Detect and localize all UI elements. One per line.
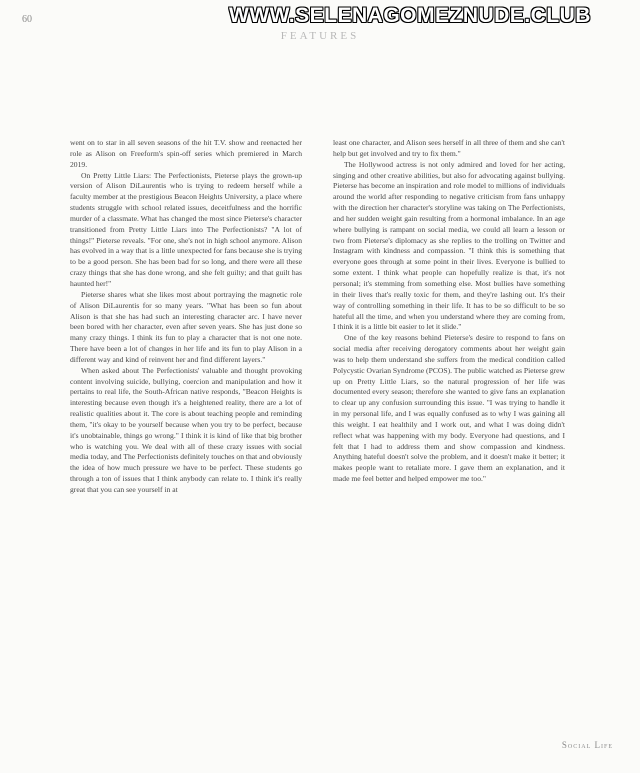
page-footer: Social Life bbox=[561, 740, 613, 750]
paragraph: One of the key reasons behind Pieterse's desire to respond to fans on social media after receiving derogatory comments about her weight gain was to help them understand she suffers from the medical condition called Polycystic Ovarian Syndrome (PCOS). The public watched as Pieterse grew up on Pretty Little Liars, so the natural progression of her life was documented every season; therefore she wanted to give fans an explanation to clear up any confusion surrounding this issue. "I was trying to handle it in my personal life, and I was equally confused as to why I was gaining all this weight. I eat healthily and I work out, and what I was doing didn't reflect what was happening with my body. Everyone had questions, and I felt that I had to address them and show compassion and kindness. Anything hateful doesn't solve the problem, and it doesn't make it better; it makes people want to retaliate more. I gave them an explanation, and it made me feel better and helped empower me too." bbox=[333, 333, 565, 484]
paragraph: least one character, and Alison sees herself in all three of them and she can't help but get involved and try to fix them." bbox=[333, 138, 565, 158]
paragraph: went on to star in all seven seasons of the hit T.V. show and reenacted her role as Alison on Freeform's spin-off series which premiered in March 2019. bbox=[70, 138, 302, 169]
watermark-text: WWW.SELENAGOMEZNUDE.CLUB bbox=[229, 4, 591, 27]
paragraph: On Pretty Little Liars: The Perfectionists, Pieterse plays the grown-up version of Alison DiLaurentis who is trying to redeem herself while a faculty member at the prestigious Beacon Heights University, a place where students struggle with school related issues, deceitfulness and the horrific murder of a classmate. What has changed the most since Pieterse's character transitioned from Pretty Little Liars into The Perfectionists? "A lot of things!" Pieterse reveals. "For one, she's not in high school anymore. Alison has evolved in a way that is a little unexpected for fans because she is trying to be a good person. She has been bad for so long, and there were all these crazy things that she has done wrong, and she felt guilty; and that guilt has haunted her!" bbox=[70, 170, 302, 288]
paragraph: When asked about The Perfectionists' valuable and thought provoking content involving suicide, bullying, coercion and manipulation and how it pertains to real life, the South-African native responds, "Beacon Heights is interesting because even though it's a heightened reality, there are a lot of realistic qualities about it. The core is about teaching people and reminding them, "it's okay to be yourself because when you try to be perfect, because it's unobtainable, things go wrong." I think it is kind of like that big brother who is watching you. We deal with all of these crazy issues with social media today, and The Perfectionists definitely touches on that and obviously the idea of how much pressure we have to be perfect. These students go through a ton of issues that I think anybody can relate to. I think it's really great that you can see yourself in at bbox=[70, 365, 302, 494]
section-header: FEATURES bbox=[280, 30, 360, 42]
article-column-right bbox=[333, 138, 565, 485]
article-column-left bbox=[70, 138, 302, 496]
paragraph: The Hollywood actress is not only admired and loved for her acting, singing and other creative abilities, but also for advocating against bullying. Pieterse has become an inspiration and role model to millions of individuals around the world after responding to negative criticism from fans unhappy with the direction her character's storyline was taking on The Perfectionists, and her sudden weight gain resulting from a hormonal imbalance. In an age where bullying is rampant on social media, we could all learn a lesson or two from Pieterse's diplomacy as she replies to the trolling on Twitter and Instagram with kindness and compassion. "I think this is something that everyone goes through at some point in their lives. Everyone is bullied to some extent. I think what people can hopefully realize is that, it's not personal; it's stemming from something else. Most bullies have something in their lives that's really toxic for them, and they're lashing out. It's their way of controlling something in their life. It has to be so difficult to be so hateful all the time, and when you understand where they are coming from, I think it is a little bit easier to let it slide." bbox=[333, 159, 565, 332]
paragraph: Pieterse shares what she likes most about portraying the magnetic role of Alison DiLaurentis for so many years. "What has been so fun about Alison is that she has had such an interesting character arc. I have never been bored with her character, even after seven years. She has just done so many crazy things. I think its fun to play a character that is not one note. There have been a lot of changes in her life and its fun to play Alison in a different way and kind of reinvent her and find different layers." bbox=[70, 289, 302, 364]
page-number: 60 bbox=[22, 14, 32, 25]
